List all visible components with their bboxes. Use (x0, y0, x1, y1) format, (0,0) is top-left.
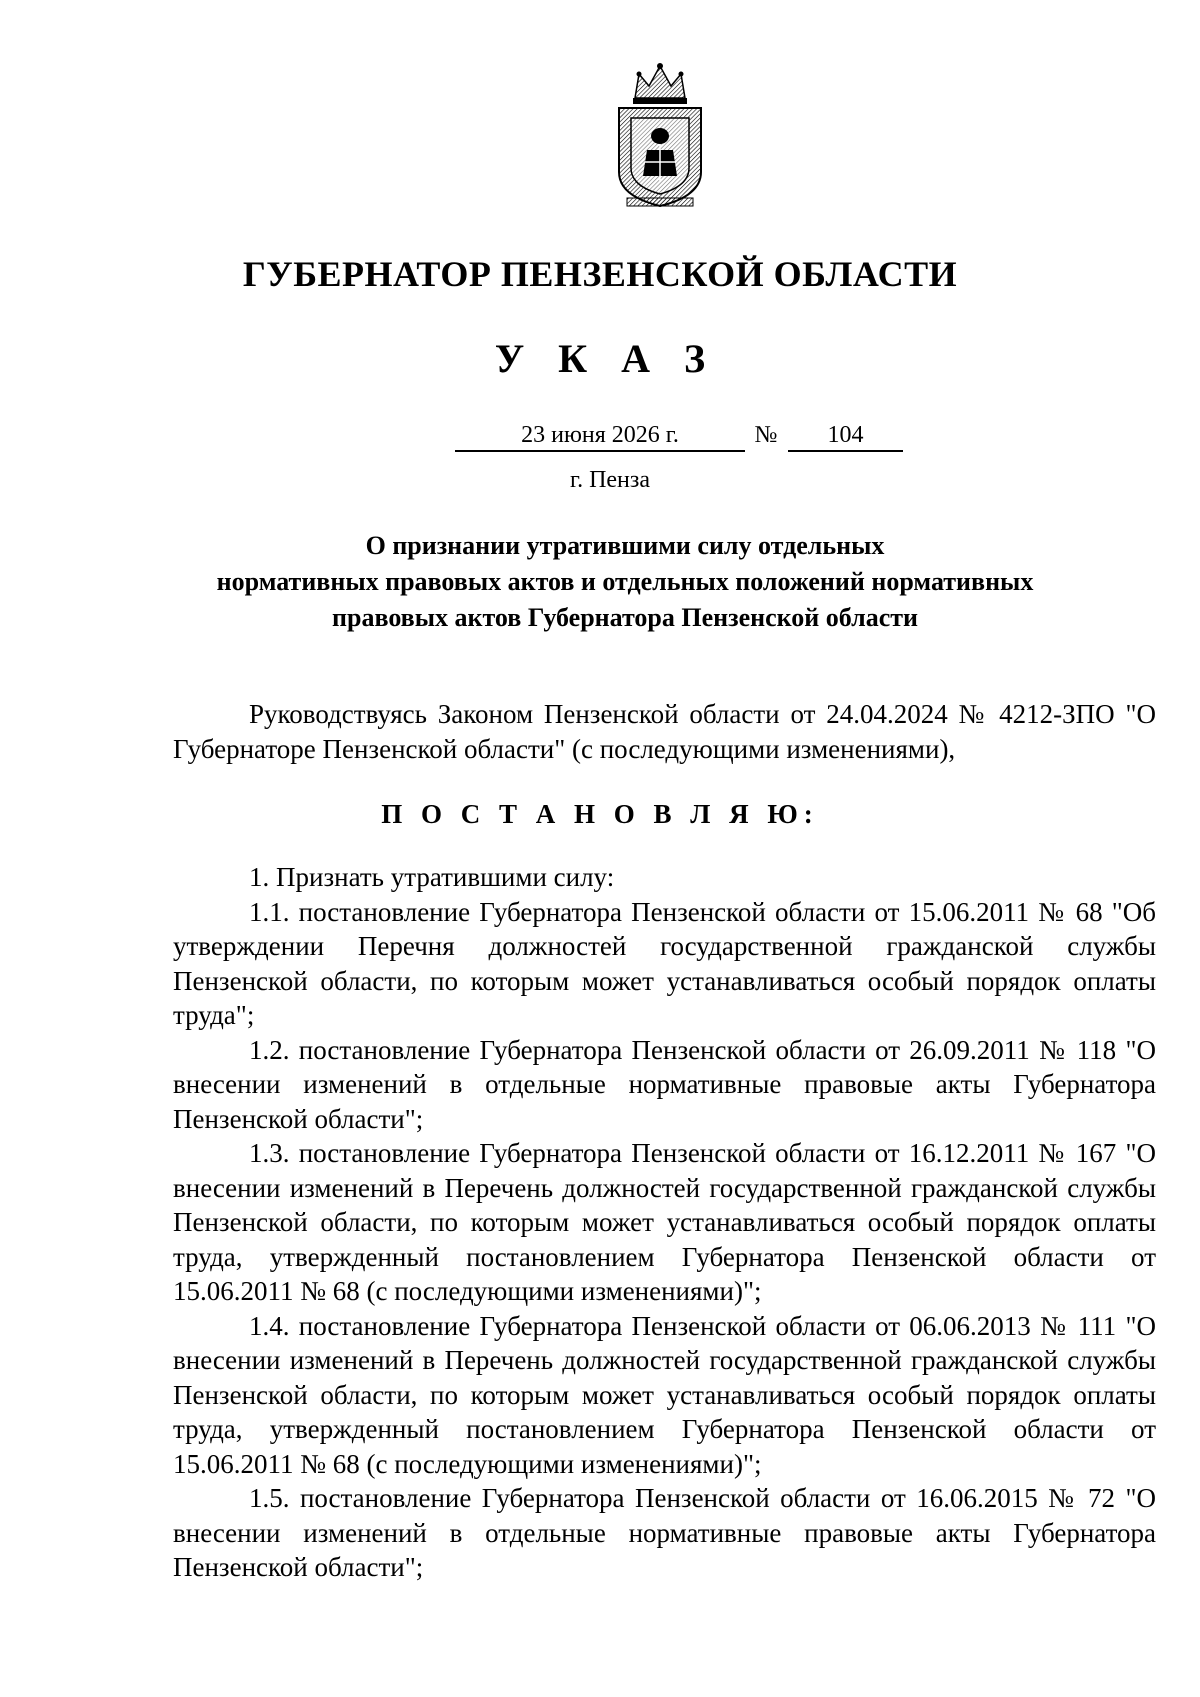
subject-line: нормативных правовых актов и отдельных положений нормативных (216, 567, 1034, 596)
decree-item: 1.4. постановление Губернатора Пензенской области от 06.06.2013 № 111 "О внесении изменений в Перечень должностей государственной гражданской службы Пензенской области, по которым может устанавливаться особый порядок оплаты труда, утвержденный постановлением Губернатора Пензенской области от 15.06.2011 № 68 (с последующими изменениями)"; (173, 1310, 1156, 1479)
decree-item: 1.1. постановление Губернатора Пензенской области от 15.06.2011 № 68 "Об утверждении Перечня должностей государственной гражданской службы Пензенской области, по которым может устанавливаться особый порядок оплаты труда"; (173, 896, 1156, 1030)
decree-item: 1.2. постановление Губернатора Пензенской области от 26.09.2011 № 118 "О внесении изменений в отдельные нормативные правовые акты Губернатора Пензенской области"; (173, 1034, 1156, 1134)
decree-item: 1. Признать утратившими силу: (249, 862, 615, 892)
decree-date: 23 июня 2026 г. (455, 420, 745, 452)
subject-line: правовых актов Губернатора Пензенской области (332, 603, 918, 632)
coat-of-arms-icon (605, 60, 715, 210)
decree-item: 1.3. постановление Губернатора Пензенской области от 16.12.2011 № 167 "О внесении изменений в Перечень должностей государственной гражданской службы Пензенской области, по которым может устанавливаться особый порядок оплаты труда, утвержденный постановлением Губернатора Пензенской области от 15.06.2011 № 68 (с последующими изменениями)"; (173, 1138, 1156, 1306)
org-title: ГУБЕРНАТОР ПЕНЗЕНСКОЙ ОБЛАСТИ (242, 254, 958, 294)
number-sign: № (754, 422, 778, 448)
document-type: У К А З (494, 336, 718, 381)
preamble (173, 697, 1156, 766)
subject-line: О признании утратившими силу отдельных (365, 531, 885, 560)
decree-item: 1.5. постановление Губернатора Пензенской области от 16.06.2015 № 72 "О внесении изменений в отдельные нормативные правовые акты Губернатора Пензенской области"; (173, 1483, 1156, 1582)
resolve-heading: П О С Т А Н О В Л Я Ю: (381, 799, 819, 829)
preamble-paragraph: Руководствуясь Законом Пензенской области от 24.04.2024 № 4212-ЗПО "О Губернаторе Пензенской области" (с последующими изменениями), (173, 699, 1156, 764)
decree-subject (175, 528, 1075, 636)
decree-number: 104 (788, 420, 903, 452)
decree-items (173, 860, 1156, 1585)
city: г. Пенза (569, 467, 651, 493)
